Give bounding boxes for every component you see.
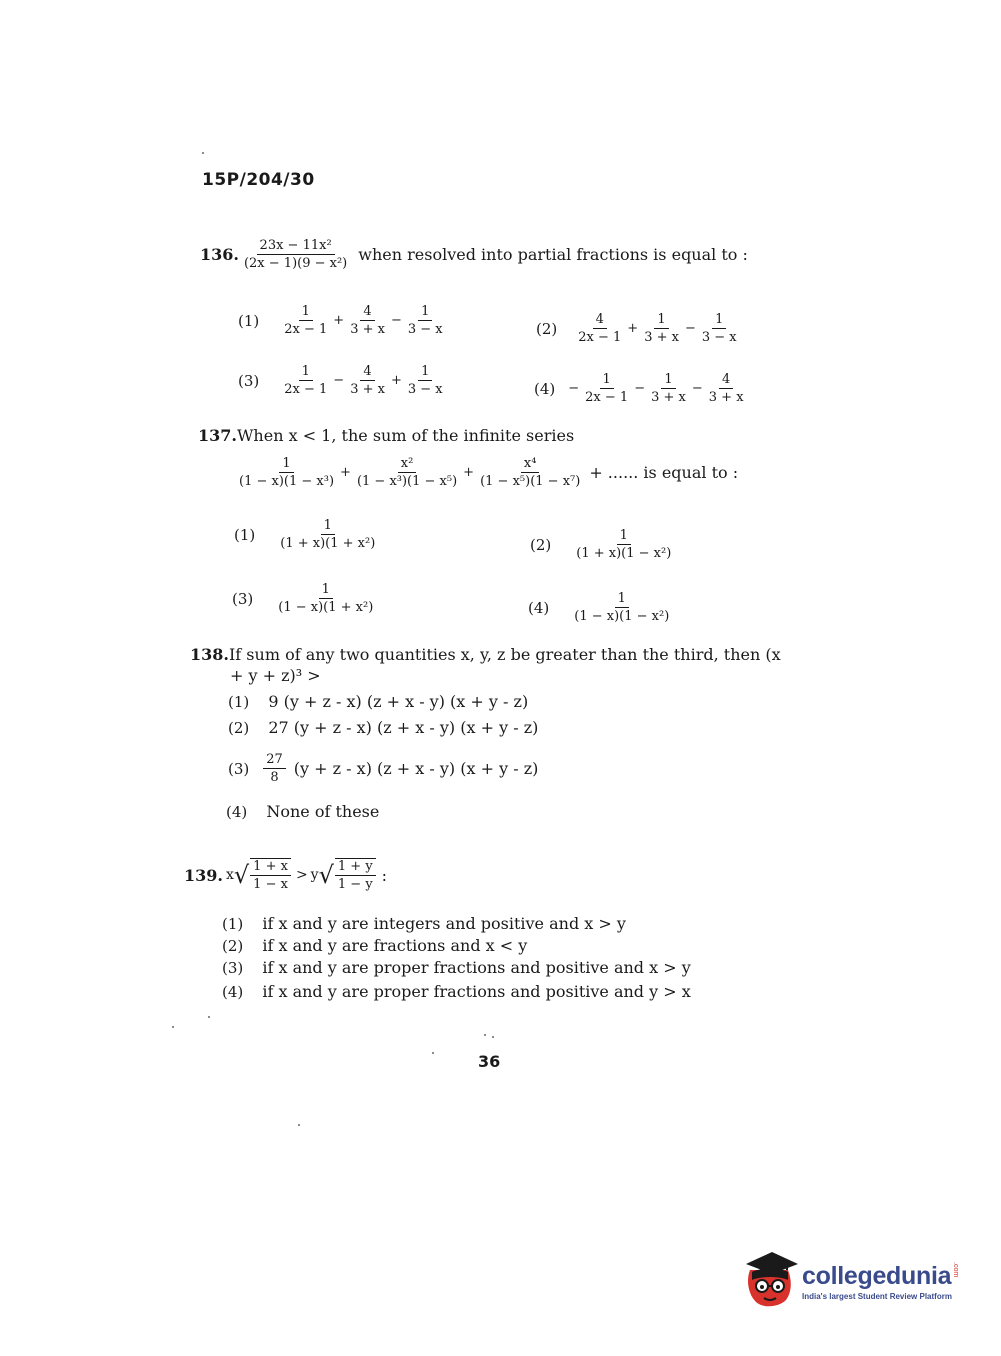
option-136-4[interactable] xyxy=(534,372,749,405)
option-139-4[interactable] xyxy=(222,982,691,1001)
question-number: 136. xyxy=(200,245,239,264)
option-label: (2) xyxy=(536,319,558,338)
series-term: $\frac{\text{x²}}{\text{(1 − x³)(1 − x⁵)}}$ xyxy=(356,456,458,489)
option-operator: − xyxy=(634,381,646,396)
series-expression: $\frac{1}{\text{(1 − x)(1 − x³)}}$ + $\frac{\text{x²}}{\text{(1 − x³)(1 − x⁵)}}$ + $\frac{\text{x⁴}}{\text{(1 − x⁵)(1 − x⁷)}}$ + ...... is equal to : xyxy=(234,456,738,489)
question-text: when resolved into partial fractions is equal to : xyxy=(358,245,748,264)
option-term: $\frac{1}{3 - x}$ xyxy=(407,364,443,397)
option-label: (3) xyxy=(238,371,260,390)
option-137-3[interactable] xyxy=(232,582,378,615)
brand-name: collegedunia xyxy=(802,1261,952,1290)
option-label: (1) xyxy=(228,693,250,711)
question-139 xyxy=(184,858,387,892)
option-138-3[interactable] xyxy=(228,752,538,785)
question-138 xyxy=(190,645,781,685)
question-text: When x < 1, the sum of the infinite series xyxy=(236,426,575,445)
brand-suffix: .com xyxy=(952,1261,960,1277)
option-text: 27 (y + z - x) (z + x - y) (x + y - z) xyxy=(268,718,539,737)
option-term: $\frac{4}{3 + x}$ xyxy=(350,364,385,397)
brand-tagline: India's largest Student Review Platform xyxy=(802,1291,952,1301)
option-operator: − xyxy=(568,381,580,396)
option-fraction: $\frac{1}{\text{(1 + x)(1 + x²)}}$ xyxy=(280,518,376,551)
option-text: if x and y are fractions and x < y xyxy=(262,936,528,955)
option-137-1[interactable] xyxy=(234,518,380,551)
question-136 xyxy=(200,238,748,271)
option-136-3[interactable] xyxy=(238,364,448,397)
option-operator: − xyxy=(691,381,703,396)
option-operator: + xyxy=(627,321,639,336)
option-label: (4) xyxy=(226,803,248,821)
question-number: 139. xyxy=(184,865,223,885)
option-coefficient: $\frac{27}{8}$ xyxy=(263,752,286,785)
option-term: $\frac{1}{3 + x}$ xyxy=(651,372,686,405)
option-text: None of these xyxy=(266,802,380,821)
option-text: if x and y are proper fractions and positive and y > x xyxy=(262,982,691,1001)
option-operator: − xyxy=(333,373,345,388)
option-text: if x and y are proper fractions and positive and x > y xyxy=(262,958,691,977)
colon: : xyxy=(381,865,388,885)
question-number: 137. xyxy=(198,426,237,445)
option-term: $\frac{1}{2x - 1}$ xyxy=(284,304,328,337)
option-term: $\frac{1}{3 - x}$ xyxy=(701,312,737,345)
option-term: $\frac{4}{3 + x}$ xyxy=(350,304,385,337)
option-text: 9 (y + z - x) (z + x - y) (x + y - z) xyxy=(268,692,529,711)
question-number: 138. xyxy=(190,645,229,664)
option-term: $\frac{1}{3 - x}$ xyxy=(407,304,443,337)
option-text: if x and y are integers and positive and x > y xyxy=(262,914,626,933)
paper-code: 15P/204/30 xyxy=(202,170,315,190)
option-139-3[interactable] xyxy=(222,958,691,977)
option-term: $\frac{4}{3 + x}$ xyxy=(708,372,744,405)
option-label: (4) xyxy=(534,379,556,398)
greater-than: > xyxy=(295,867,308,883)
mascot-icon xyxy=(742,1250,798,1312)
question-text: If sum of any two quantities x, y, z be greater than the third, then (x xyxy=(228,645,781,664)
option-label: (3) xyxy=(232,589,254,608)
option-fraction: $\frac{1}{\text{(1 − x)(1 − x²)}}$ xyxy=(574,591,670,624)
option-term: $\frac{1}{2x - 1}$ xyxy=(585,372,629,405)
option-label: (4) xyxy=(528,598,550,617)
option-text: (y + z - x) (z + x - y) (x + y - z) xyxy=(293,759,539,778)
option-term: $\frac{1}{3 + x}$ xyxy=(644,312,679,345)
option-136-1[interactable] xyxy=(238,304,448,337)
option-label: (3) xyxy=(228,759,250,778)
option-label: (1) xyxy=(222,915,244,933)
series-term: $\frac{\text{x⁴}}{\text{(1 − x⁵)(1 − x⁷)}}$ xyxy=(480,456,581,489)
option-fraction: $\frac{1}{\text{(1 + x)(1 − x²)}}$ xyxy=(576,528,672,561)
option-operator: + xyxy=(333,313,345,328)
variable-x: x xyxy=(225,867,234,883)
question-text-cont: + y + z)³ > xyxy=(230,666,321,685)
option-139-2[interactable] xyxy=(222,936,527,955)
page-number: 36 xyxy=(478,1052,501,1071)
option-138-2[interactable] xyxy=(228,718,538,737)
option-137-4[interactable] xyxy=(528,591,674,624)
question-137 xyxy=(198,426,574,445)
option-operator: − xyxy=(390,313,402,328)
sqrt-y: √ $\frac{1 + y}{1 - y}$ xyxy=(319,858,378,892)
variable-y: y xyxy=(310,867,319,883)
question-fraction: $\frac{\text{23x − 11x²}}{\text{(2x − 1)(9 − x²)}}$ xyxy=(243,238,348,271)
option-term: $\frac{1}{2x - 1}$ xyxy=(284,364,328,397)
collegedunia-logo xyxy=(742,1250,959,1312)
option-label: (2) xyxy=(222,937,244,955)
option-label: (4) xyxy=(222,983,244,1001)
option-138-1[interactable] xyxy=(228,692,528,711)
option-label: (1) xyxy=(238,311,260,330)
option-139-1[interactable] xyxy=(222,914,626,933)
option-operator: + xyxy=(390,373,402,388)
option-137-2[interactable] xyxy=(530,528,676,561)
option-136-2[interactable] xyxy=(536,312,742,345)
option-fraction: $\frac{1}{\text{(1 − x)(1 + x²)}}$ xyxy=(278,582,374,615)
series-tail: + ...... is equal to : xyxy=(589,463,739,482)
series-term: $\frac{1}{\text{(1 − x)(1 − x³)}}$ xyxy=(239,456,335,489)
option-label: (2) xyxy=(530,535,552,554)
sqrt-x: √ $\frac{1 + x}{1 - x}$ xyxy=(234,858,293,892)
option-term: $\frac{4}{2x - 1}$ xyxy=(578,312,622,345)
option-label: (3) xyxy=(222,959,244,977)
option-138-4[interactable] xyxy=(226,802,379,821)
option-operator: − xyxy=(684,321,696,336)
option-label: (2) xyxy=(228,719,250,737)
option-label: (1) xyxy=(234,525,256,544)
